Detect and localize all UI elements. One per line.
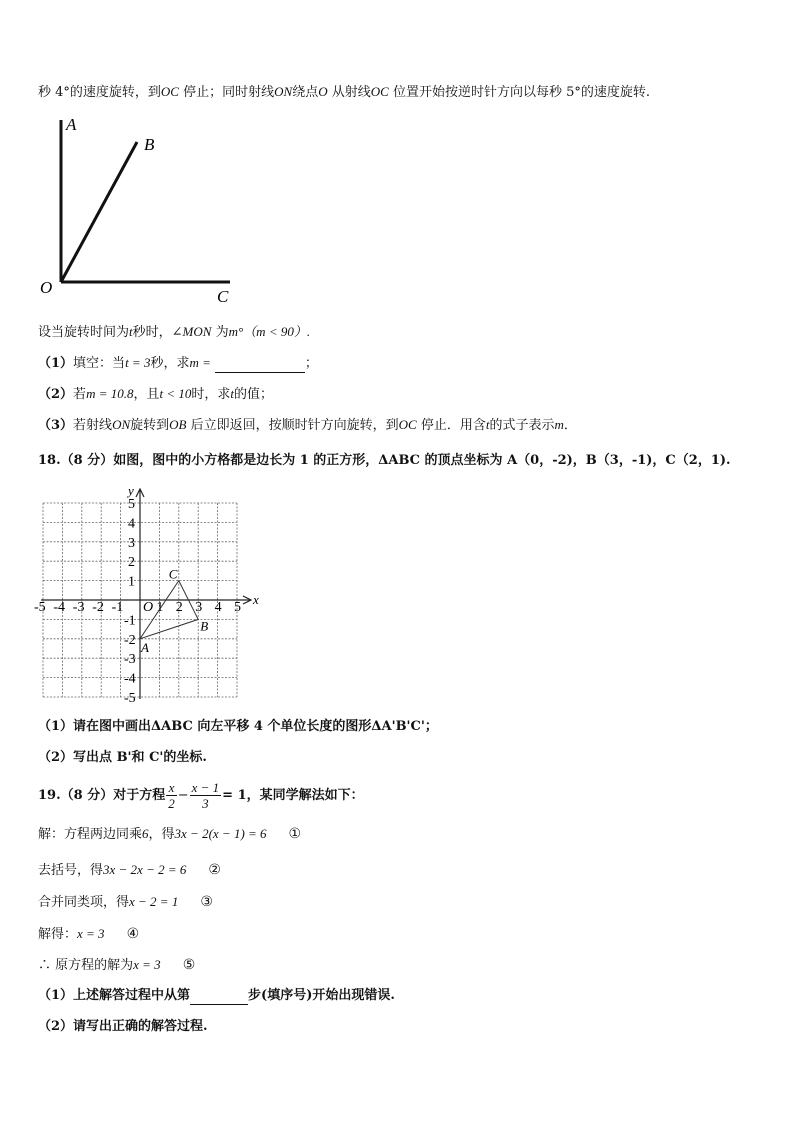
step-mark-2: ② bbox=[208, 862, 221, 878]
fraction-x-over-2 bbox=[166, 780, 177, 811]
q19-part2: （2）请写出正确的解答过程. bbox=[38, 1019, 208, 1034]
part3-t: t bbox=[485, 417, 490, 432]
part1-text-2: 秒，求 bbox=[150, 356, 190, 371]
y-tick-label: -3 bbox=[124, 652, 136, 668]
q17-setup bbox=[38, 323, 310, 342]
y-tick-label: 5 bbox=[128, 497, 135, 512]
q19-step3 bbox=[38, 893, 213, 912]
label-o: O bbox=[40, 278, 53, 297]
step5-eq: x = 3 bbox=[133, 957, 161, 972]
x-axis-label: x bbox=[253, 592, 259, 607]
step-mark-3: ③ bbox=[200, 894, 213, 910]
x-tick-label: -1 bbox=[111, 600, 124, 615]
x-tick-label: 1 bbox=[156, 600, 164, 615]
label-a: A bbox=[66, 115, 77, 134]
q19-header-end: = 1，某同学解法如下： bbox=[222, 788, 364, 803]
q17-part1 bbox=[38, 354, 318, 373]
y-tick-label: -4 bbox=[124, 671, 136, 687]
setup-text-2: 秒时，∠ bbox=[132, 325, 183, 340]
coordinate-grid-figure bbox=[30, 480, 270, 710]
x-tick-label: -4 bbox=[53, 600, 66, 615]
q18-part2: （2）写出点 B'和 C'的坐标. bbox=[38, 750, 207, 765]
part2-text-1: 若 bbox=[73, 387, 87, 402]
fraction-x-minus-1-over-3 bbox=[190, 780, 222, 811]
part-label: （1） bbox=[38, 356, 74, 371]
part3-text-2: 旋转到 bbox=[130, 418, 170, 433]
part-label: （2） bbox=[38, 387, 74, 402]
q17-part2 bbox=[38, 385, 273, 404]
fraction-numerator: x − 1 bbox=[191, 780, 220, 795]
step5-text: ∴ 原方程的解为 bbox=[38, 958, 134, 973]
q19-header bbox=[38, 776, 364, 816]
part3-oc: OC bbox=[398, 417, 417, 432]
part1-m: m = bbox=[189, 355, 211, 370]
ray-ob bbox=[61, 142, 137, 282]
setup-text-3: 为 bbox=[215, 325, 229, 340]
y-tick-label: -5 bbox=[124, 691, 136, 706]
label-b: B bbox=[144, 135, 155, 154]
part3-text-1: 若射线 bbox=[73, 418, 113, 433]
angle-mon: MON bbox=[182, 324, 212, 339]
x-tick-label: 3 bbox=[195, 600, 203, 615]
step-number-blank[interactable] bbox=[190, 990, 248, 1005]
step3-text: 合并同类项，得 bbox=[38, 895, 130, 910]
intro-text-2: 停止；同时射线 bbox=[183, 85, 275, 100]
q19-step4 bbox=[38, 925, 139, 944]
q19-step2 bbox=[38, 861, 221, 880]
part1-end: ； bbox=[304, 356, 318, 371]
step1-eq: 3x − 2(x − 1) = 6 bbox=[174, 826, 267, 841]
q19-part1-text-2: 步(填序号)开始出现错误. bbox=[248, 988, 395, 1003]
x-tick-label: 4 bbox=[214, 600, 222, 615]
q19-part1 bbox=[38, 987, 395, 1005]
fraction-numerator: x bbox=[166, 780, 177, 796]
y-tick-label: 1 bbox=[128, 574, 135, 590]
step4-text: 解得： bbox=[38, 927, 78, 942]
var-m-cond: m°（m < 90）. bbox=[228, 324, 311, 339]
part1-eq: t = 3 bbox=[125, 355, 151, 370]
part2-text-3: 时，求 bbox=[191, 387, 231, 402]
minus-sign: − bbox=[177, 788, 189, 803]
answer-blank[interactable] bbox=[215, 358, 305, 373]
q19-header-text: 19.（8 分）对于方程 bbox=[38, 788, 166, 803]
part2-text-4: 的值； bbox=[234, 387, 274, 402]
part2-cond: t < 10 bbox=[159, 386, 192, 401]
q19-step1 bbox=[38, 825, 301, 844]
step4-eq: x = 3 bbox=[77, 926, 105, 941]
part3-text-3: 后立即返回，按顺时针方向旋转，到 bbox=[190, 418, 399, 433]
step1-six: 6 bbox=[142, 826, 149, 841]
y-tick-label: 3 bbox=[128, 535, 135, 551]
intro-text-5: 位置开始按逆时针方向以每秒 5°的速度旋转. bbox=[392, 85, 650, 100]
part3-on: ON bbox=[112, 417, 131, 432]
part3-text-5: 的式子表示 bbox=[489, 418, 555, 433]
part3-ob: OB bbox=[169, 417, 187, 432]
x-tick-label: -3 bbox=[72, 600, 85, 615]
part2-t: t bbox=[230, 386, 235, 401]
part3-m: m bbox=[554, 417, 564, 432]
part1-text-1: 填空：当 bbox=[73, 356, 126, 371]
step-mark-4: ④ bbox=[126, 926, 140, 942]
point-o-label: O bbox=[318, 84, 328, 99]
x-tick-label: -5 bbox=[34, 600, 46, 615]
angle-figure bbox=[30, 112, 250, 307]
x-tick-label: -2 bbox=[92, 600, 104, 615]
y-tick-label: 4 bbox=[128, 516, 135, 532]
ray-oc-label: OC bbox=[160, 84, 179, 99]
ray-on-label: ON bbox=[274, 84, 293, 99]
vertex-c-label: C bbox=[168, 566, 178, 582]
axes bbox=[41, 483, 259, 699]
part2-eq: m = 10.8 bbox=[86, 386, 134, 401]
part3-end: ． bbox=[563, 418, 577, 433]
label-c: C bbox=[217, 287, 229, 306]
step-mark-5: ⑤ bbox=[182, 957, 196, 973]
q17-part3 bbox=[38, 416, 577, 435]
step-mark-1: ① bbox=[288, 826, 302, 842]
step2-eq: 3x − 2x − 2 = 6 bbox=[103, 862, 187, 877]
step1-text-1: 解：方程两边同乘 bbox=[38, 827, 143, 842]
intro-text-1: 秒 4°的速度旋转，到 bbox=[38, 85, 161, 100]
y-axis-label: y bbox=[128, 483, 134, 498]
intro-text-4: 从射线 bbox=[331, 85, 371, 100]
fraction-denominator: 3 bbox=[202, 796, 209, 811]
ray-oc-label-2: OC bbox=[370, 84, 389, 99]
fraction-denominator: 2 bbox=[168, 796, 175, 811]
step1-text-2: ，得 bbox=[148, 827, 175, 842]
q18-header: 18.（8 分）如图，图中的小方格都是边长为 1 的正方形，ΔABC 的顶点坐标为 A（0，-2)，B（3，-1)，C（2，1). bbox=[38, 453, 731, 468]
step3-eq: x − 2 = 1 bbox=[129, 894, 179, 909]
intro-text-3: 绕点 bbox=[292, 85, 319, 100]
q19-step5 bbox=[38, 956, 195, 975]
step2-text: 去括号，得 bbox=[38, 863, 104, 878]
origin-label: O bbox=[143, 600, 154, 615]
part2-text-2: ，且 bbox=[133, 387, 160, 402]
intro-line bbox=[38, 83, 650, 102]
setup-text-1: 设当旋转时间为 bbox=[38, 325, 130, 340]
x-tick-label: 5 bbox=[234, 600, 241, 615]
q18-part1: （1）请在图中画出ΔABC 向左平移 4 个单位长度的图形ΔA'B'C'； bbox=[38, 719, 438, 734]
x-tick-label: 2 bbox=[175, 600, 183, 615]
q19-part1-text-1: （1）上述解答过程中从第 bbox=[38, 988, 191, 1003]
y-tick-label: 2 bbox=[128, 555, 135, 571]
vertex-b-label: B bbox=[200, 618, 209, 634]
vertex-a-label: A bbox=[141, 639, 149, 655]
part3-text-4: 停止．用含 bbox=[420, 418, 486, 433]
var-t: t bbox=[129, 324, 133, 339]
tick-labels bbox=[34, 497, 241, 706]
y-tick-label: -1 bbox=[124, 613, 136, 629]
y-tick-label: -2 bbox=[124, 632, 136, 648]
part-label: （3） bbox=[38, 418, 74, 433]
